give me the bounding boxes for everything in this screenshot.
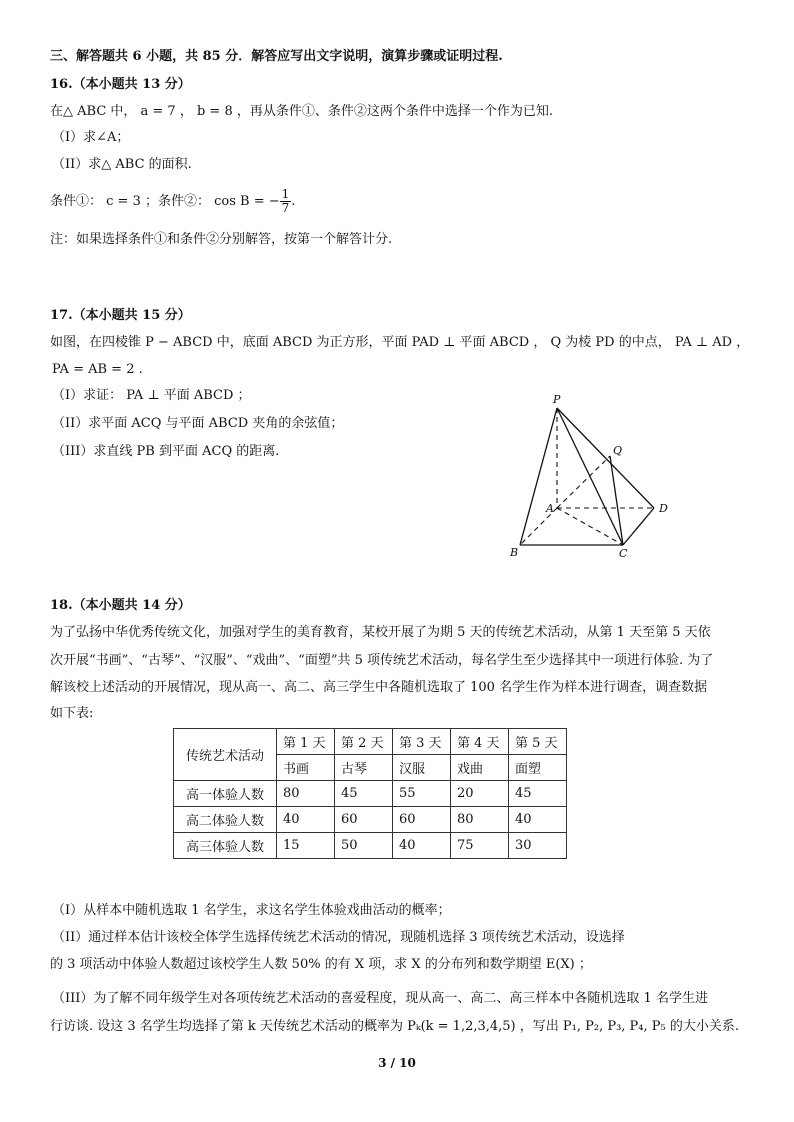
table-cell: 15 [277, 833, 335, 859]
q18-para-line4: 如下表: [50, 706, 94, 721]
q16-title: 16.（本小题共 13 分） [50, 77, 191, 92]
table-cell: 40 [393, 833, 451, 859]
row-label: 高一体验人数 [174, 781, 277, 807]
q16-conditions [50, 188, 295, 216]
q18-para-line2: 次开展“书画”、“古琴”、“汉服”、“戏曲”、“面塑”共 5 项传统艺术活动，每名学生至少选择其中一项进行体验. 为了 [50, 653, 714, 668]
label-b: B [510, 546, 519, 559]
q18-part3-line1: （III）为了解不同年级学生对各项传统艺术活动的喜爱程度，现从高一、高二、高三样本中各随机选取 1 名学生进 [52, 991, 708, 1006]
table-row [174, 781, 567, 807]
table-cell: 40 [509, 807, 567, 833]
table-corner: 传统艺术活动 [174, 729, 277, 781]
table-cell: 60 [335, 807, 393, 833]
fraction-denominator: 7 [281, 201, 290, 215]
pyramid-figure [500, 390, 690, 565]
q16-part2: （II）求△ ABC 的面积. [52, 157, 192, 172]
table-cell: 40 [277, 807, 335, 833]
section-header: 三、解答题共 6 小题，共 85 分．解答应写出文字说明，演算步骤或证明过程. [50, 49, 503, 64]
q18-para-line3: 解该校上述活动的开展情况，现从高一、高二、高三学生中各随机选取了 100 名学生作为样本进行调查，调查数据 [50, 680, 708, 695]
table-row [174, 833, 567, 859]
edge-ac-hidden [557, 508, 623, 545]
q17-stem-line1: 如图，在四棱锥 P − ABCD 中，底面 ABCD 为正方形，平面 PAD ⊥ 平面 ABCD ， Q 为棱 PD 的中点， PA ⊥ AD ， [50, 335, 750, 350]
page-number: 3 / 10 [378, 1056, 416, 1070]
q16-part1: （I）求∠A； [52, 130, 130, 145]
q16-stem: 在△ ABC 中， a = 7 ， b = 8 ，再从条件①、条件②这两个条件中选择一个作为已知. [50, 104, 553, 119]
edge-pb [520, 408, 557, 545]
q18-part1: （I）从样本中随机选取 1 名学生，求这名学生体验戏曲活动的概率； [52, 903, 451, 918]
day-2: 第 2 天 [335, 729, 393, 755]
day-5: 第 5 天 [509, 729, 567, 755]
table-header-row [174, 729, 567, 755]
activity-1: 书画 [277, 755, 335, 781]
day-1: 第 1 天 [277, 729, 335, 755]
table-cell: 60 [393, 807, 451, 833]
table-cell: 45 [509, 781, 567, 807]
table-cell: 50 [335, 833, 393, 859]
q16-conditions-suffix: . [291, 194, 296, 209]
label-q: Q [613, 444, 623, 457]
activity-5: 面塑 [509, 755, 567, 781]
q18-part3-line2: 行访谈. 设这 3 名学生均选择了第 k 天传统艺术活动的概率为 Pₖ(k = 1,2,3,4,5) ，写出 P₁, P₂, P₃, P₄, P₅ 的大小关系. [50, 1019, 740, 1034]
label-d: D [659, 502, 668, 515]
q17-stem-line2: PA = AB = 2 . [52, 362, 143, 377]
activity-2: 古琴 [335, 755, 393, 781]
q17-part3: （III）求直线 PB 到平面 ACQ 的距离. [52, 444, 280, 459]
row-label: 高三体验人数 [174, 833, 277, 859]
edge-cd [623, 508, 654, 545]
q16-conditions-prefix: 条件①： c = 3 ；条件②： cos B = − [50, 194, 280, 209]
label-a: A [546, 502, 554, 515]
label-p: P [553, 393, 561, 406]
table-cell: 55 [393, 781, 451, 807]
fraction [280, 188, 292, 215]
table-cell: 80 [451, 807, 509, 833]
table-cell: 80 [277, 781, 335, 807]
activity-4: 戏曲 [451, 755, 509, 781]
day-4: 第 4 天 [451, 729, 509, 755]
q16-note: 注：如果选择条件①和条件②分别解答，按第一个解答计分. [50, 232, 393, 247]
row-label: 高二体验人数 [174, 807, 277, 833]
q18-para-line1: 为了弘扬中华优秀传统文化，加强对学生的美育教育，某校开展了为期 5 天的传统艺术活动，从第 1 天至第 5 天依 [50, 625, 711, 640]
table-cell: 75 [451, 833, 509, 859]
table-cell: 30 [509, 833, 567, 859]
day-3: 第 3 天 [393, 729, 451, 755]
fraction-numerator: 1 [281, 187, 290, 201]
q18-title: 18.（本小题共 14 分） [50, 598, 191, 613]
table-cell: 45 [335, 781, 393, 807]
q18-part2-line2: 的 3 项活动中体验人数超过该校学生人数 50% 的有 X 项，求 X 的分布列和数学期望 E(X) ； [50, 957, 592, 972]
table-cell: 20 [451, 781, 509, 807]
activity-3: 汉服 [393, 755, 451, 781]
table-row [174, 807, 567, 833]
label-c: C [619, 547, 628, 560]
q18-part2-line1: （II）通过样本估计该校全体学生选择传统艺术活动的情况，现随机选择 3 项传统艺术活动，设选择 [52, 930, 625, 945]
q17-part2: （II）求平面 ACQ 与平面 ABCD 夹角的余弦值； [52, 416, 344, 431]
q17-part1: （I）求证： PA ⊥ 平面 ABCD ； [52, 388, 251, 403]
activity-table [173, 728, 567, 859]
q17-title: 17.（本小题共 15 分） [50, 308, 191, 323]
